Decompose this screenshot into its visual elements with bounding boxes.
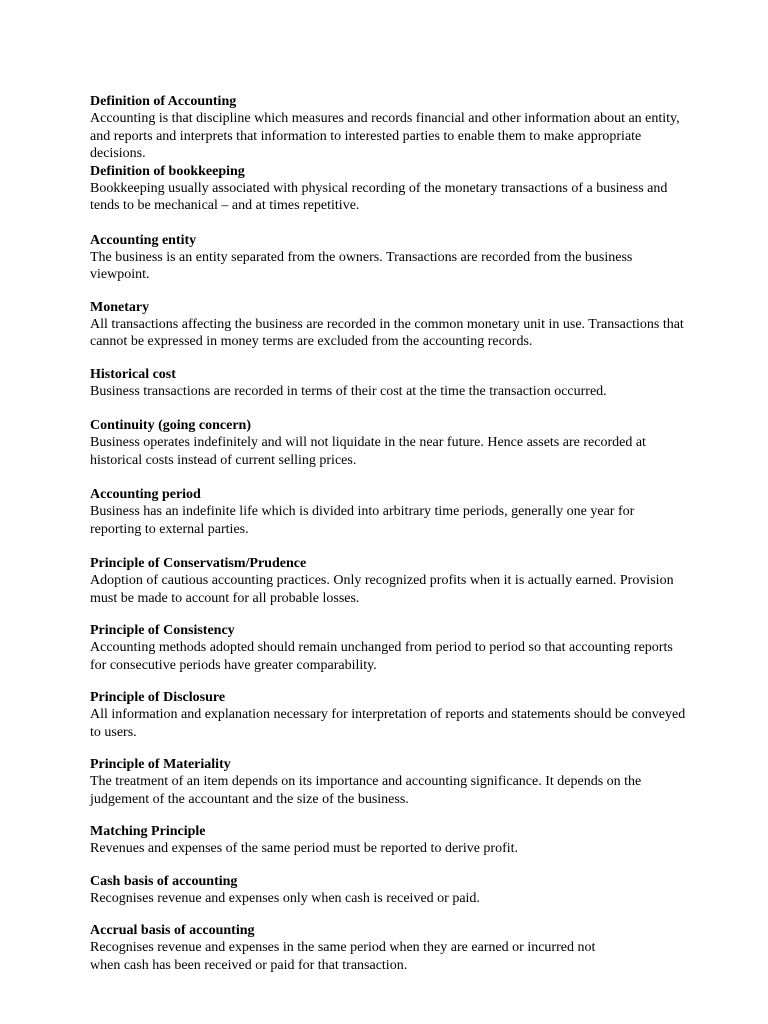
section-body: Business operates indefinitely and will not liquidate in the near future. Hence assets are recorded at historical costs instead of current selling prices. [90,435,646,468]
section-accounting-period [90,486,688,538]
section-conservatism-prudence [90,555,688,607]
section-body-line: Recognises revenue and expenses in the same period when they are earned or incurred not [90,940,596,955]
section-materiality [90,756,688,808]
section-body: Bookkeeping usually associated with physical recording of the monetary transactions of a business and tends to be mechanical – and at times repetitive. [90,180,668,213]
section-heading: Monetary [90,299,150,315]
section-heading: Accounting period [90,487,201,502]
section-body: Accounting methods adopted should remain unchanged from period to period so that accounting reports for consecutive periods have greater comparability. [90,640,673,673]
section-body: All transactions affecting the business are recorded in the common monetary unit in use. Transactions that cannot be expressed in money terms are excluded from the accounting records. [90,316,684,349]
section-body: Accounting is that discipline which measures and records financial and other information about an entity, and reports and interprets that information to interested parties to enable them to make appropriate decisions. [90,111,680,161]
section-heading: Principle of Conservatism/Prudence [90,556,307,571]
section-monetary [90,299,688,351]
section-definition-of-accounting [90,93,688,163]
section-cash-basis [90,873,688,908]
section-body: Adoption of cautious accounting practices. Only recognized profits when it is actually earned. Provision must be made to account for all probable losses. [90,573,674,606]
section-body: Revenues and expenses of the same period must be reported to derive profit. [90,841,519,856]
section-continuity [90,417,688,469]
section-heading: Principle of Disclosure [90,690,226,705]
section-heading: Definition of Accounting [90,94,237,109]
section-body: Business transactions are recorded in terms of their cost at the time the transaction occurred. [90,383,607,399]
section-body: Business has an indefinite life which is divided into arbitrary time periods, generally one year for reporting to external parties. [90,504,635,537]
section-definition-of-bookkeeping [90,163,688,215]
section-historical-cost [90,366,688,401]
section-heading: Historical cost [90,366,176,382]
section-heading: Principle of Materiality [90,757,231,772]
section-matching-principle [90,823,688,858]
section-body: The treatment of an item depends on its importance and accounting significance. It depends on the judgement of the accountant and the size of the business. [90,774,642,807]
section-accounting-entity [90,232,688,284]
section-disclosure [90,689,688,741]
section-heading: Definition of bookkeeping [90,163,245,179]
section-body: Recognises revenue and expenses only when cash is received or paid. [90,890,480,906]
section-consistency [90,622,688,674]
section-accrual-basis [90,922,688,974]
section-heading: Continuity (going concern) [90,418,251,433]
section-heading: Accounting entity [90,232,197,248]
section-body-line: when cash has been received or paid for that transaction. [90,957,408,973]
section-body: The business is an entity separated from the owners. Transactions are recorded from the business viewpoint. [90,249,633,282]
section-heading: Accrual basis of accounting [90,923,255,938]
section-heading: Matching Principle [90,824,206,839]
section-heading: Principle of Consistency [90,623,235,638]
section-heading: Cash basis of accounting [90,873,238,889]
section-body: All information and explanation necessary for interpretation of reports and statements should be conveyed to users. [90,707,686,740]
